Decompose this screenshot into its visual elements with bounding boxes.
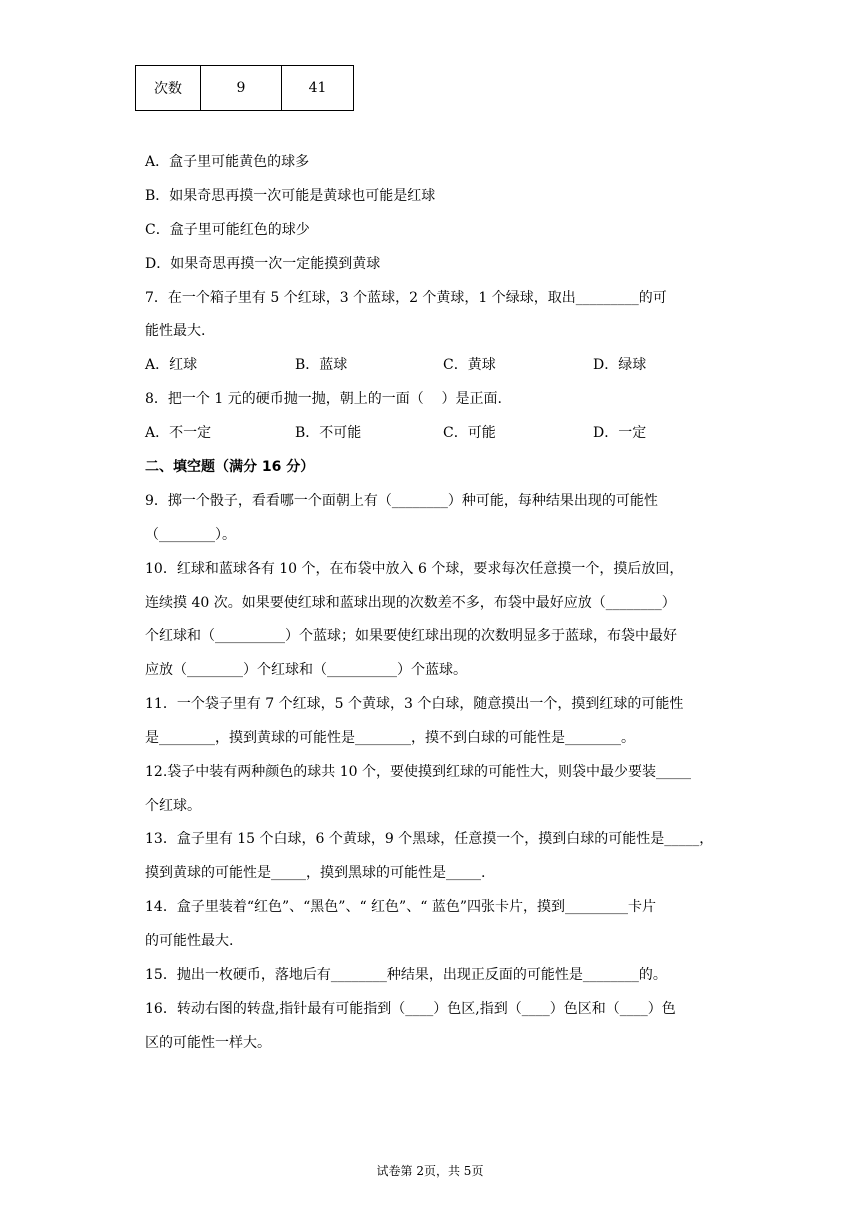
q8-option-d: D．一定 <box>593 425 647 441</box>
q12-text-line1: 12.袋子中装有两种颜色的球共 10 个，要使摸到红球的可能性大，则袋中最少要装_____ <box>145 764 691 780</box>
q7-text-line2: 能性最大. <box>145 323 206 339</box>
q6-option-d: D．如果奇思再摸一次一定能摸到黄球 <box>145 256 381 272</box>
q13-text-line1: 13．盒子里有 15 个白球，6 个黄球，9 个黑球，任意摸一个，摸到白球的可能性是_____， <box>145 831 714 847</box>
table-row <box>136 66 354 111</box>
q6-option-c: C．盒子里可能红色的球少 <box>145 222 310 238</box>
table-cell-value: 9 <box>201 66 282 111</box>
q8-text-line1: 8．把一个 1 元的硬币抛一抛，朝上的一面（ ）是正面. <box>145 391 502 407</box>
q7-option-d: D．绿球 <box>593 357 647 373</box>
table-cell-value: 41 <box>282 66 354 111</box>
q9-text-line2: （________）。 <box>145 527 236 543</box>
q13-text-line2: 摸到黄球的可能性是_____，摸到黑球的可能性是_____. <box>145 865 486 881</box>
table-cell-label: 次数 <box>136 66 201 111</box>
q14-text-line1: 14．盒子里装着“红色”、“黑色”、“ 红色”、“ 蓝色”四张卡片，摸到_________卡片 <box>145 899 656 915</box>
q10-text-line2: 连续摸 40 次。如果要使红球和蓝球出现的次数差不多，布袋中最好应放（________） <box>145 595 676 611</box>
q12-text-line2: 个红球。 <box>145 798 201 814</box>
q6-option-a: A．盒子里可能黄色的球多 <box>145 154 310 170</box>
q6-option-b: B．如果奇思再摸一次可能是黄球也可能是红球 <box>145 188 436 204</box>
q11-text-line1: 11．一个袋子里有 7 个红球，5 个黄球，3 个白球，随意摸出一个，摸到红球的可能性 <box>145 696 684 712</box>
q15-text-line1: 15．抛出一枚硬币，落地后有________种结果，出现正反面的可能性是________的。 <box>145 967 667 983</box>
q10-text-line1: 10．红球和蓝球各有 10 个，在布袋中放入 6 个球，要求每次任意摸一个，摸后放回， <box>145 561 684 577</box>
q8-option-a: A．不一定 <box>145 425 212 441</box>
page-footer: 试卷第 2页，共 5页 <box>376 1164 484 1178</box>
q14-text-line2: 的可能性最大. <box>145 933 234 949</box>
q7-text-line1: 7．在一个箱子里有 5 个红球，3 个蓝球，2 个黄球，1 个绿球，取出_________的可 <box>145 290 667 306</box>
q9-text-line1: 9．掷一个骰子，看看哪一个面朝上有（________）种可能，每种结果出现的可能性 <box>145 493 658 509</box>
q11-text-line2: 是________，摸到黄球的可能性是________，摸不到白球的可能性是________。 <box>145 730 635 746</box>
q16-text-line2: 区的可能性一样大。 <box>145 1035 271 1051</box>
q16-text-line1: 16．转动右图的转盘,指针最有可能指到（____）色区,指到（____）色区和（____）色 <box>145 1001 676 1017</box>
q7-option-c: C．黄球 <box>443 357 496 373</box>
section-heading: 二、填空题（满分 16 分） <box>145 459 315 475</box>
q10-text-line4: 应放（________）个红球和（__________）个蓝球。 <box>145 662 467 678</box>
q7-option-b: B．蓝球 <box>295 357 348 373</box>
q8-option-c: C．可能 <box>443 425 496 441</box>
counts-table <box>135 65 354 111</box>
q8-option-b: B．不可能 <box>295 425 362 441</box>
q7-option-a: A．红球 <box>145 357 198 373</box>
q10-text-line3: 个红球和（__________）个蓝球；如果要使红球出现的次数明显多于蓝球，布袋中最好 <box>145 628 677 644</box>
